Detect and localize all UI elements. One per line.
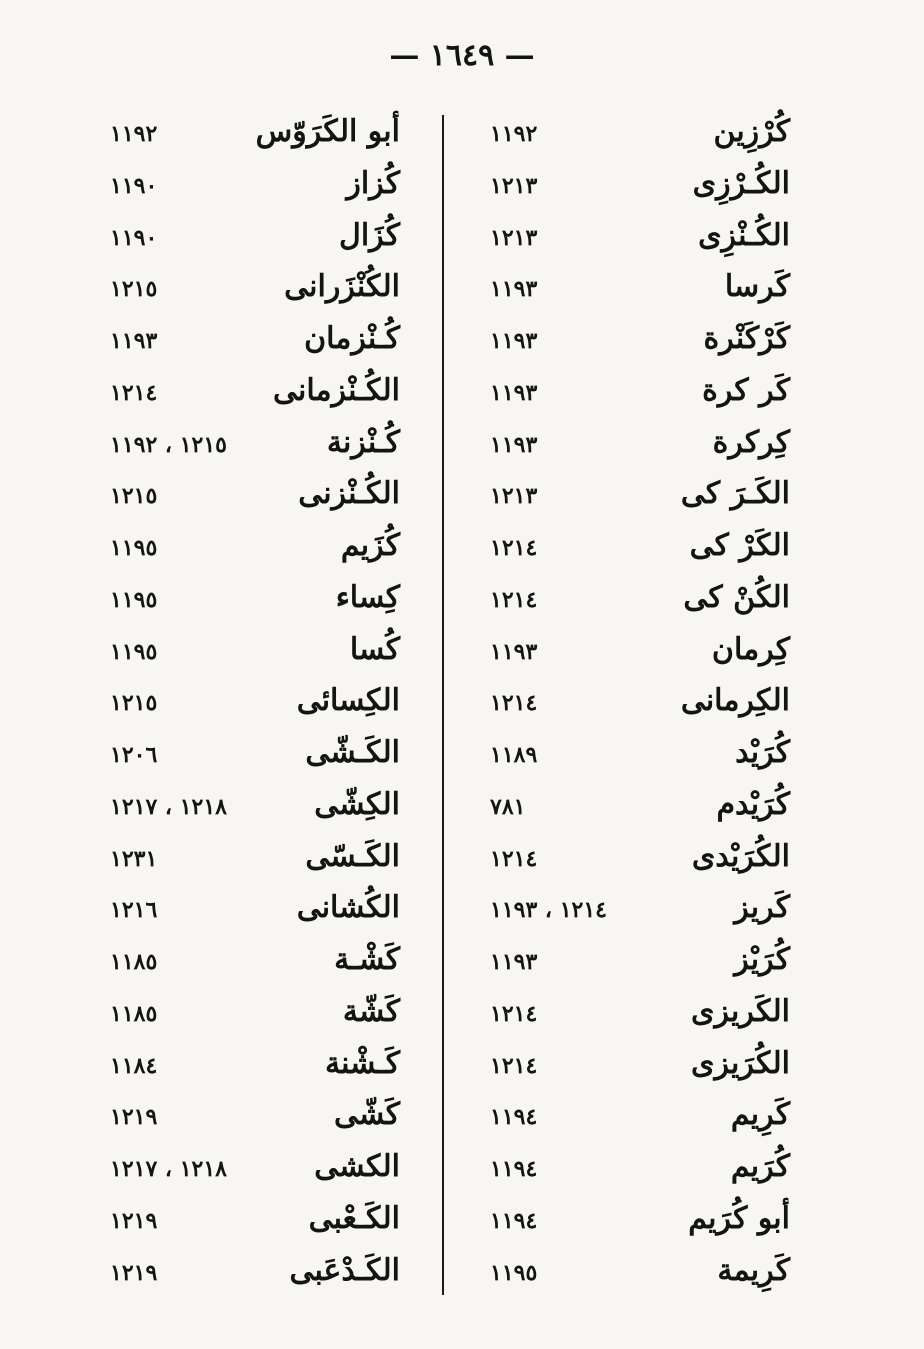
entry-page-number: ١٢١٤: [490, 586, 538, 613]
entry-page-number: ١١٩٠: [110, 224, 158, 251]
index-entry: [90, 468, 400, 520]
entry-page-number: ١١٩٣: [490, 276, 538, 303]
index-entry: [90, 1245, 400, 1297]
index-entry: [90, 1193, 400, 1245]
index-entry: [90, 624, 400, 676]
index-entry: [470, 934, 790, 986]
entry-page-number: ١١٨٥: [110, 1000, 158, 1027]
entry-name: الكُـرْزِى: [692, 165, 790, 201]
entry-name: الكَـشّى: [305, 735, 400, 770]
index-entry: [470, 1038, 790, 1090]
index-entry: [470, 210, 790, 262]
entry-page-number: ١١٩٥: [110, 638, 158, 665]
entry-page-number: ١١٩٣: [490, 328, 538, 354]
entry-name: الكُـنْزنى: [298, 476, 400, 512]
index-entry: [90, 934, 400, 986]
entry-page-number: ١٢١٥: [110, 276, 158, 303]
entry-name: كَرِيمة: [717, 1252, 790, 1288]
index-entry: [470, 831, 790, 883]
entry-page-number: ١٢١٩: [110, 1207, 158, 1234]
entry-name: الكِسائى: [296, 683, 400, 719]
entry-page-number: ١٢١٤ ، ١١٩٣: [490, 897, 607, 924]
entry-name: الكُرَيزى: [691, 1045, 790, 1081]
index-entry: [470, 1089, 790, 1141]
index-entry: [470, 106, 790, 158]
index-entry: [90, 1141, 400, 1193]
entry-name: كَر كرة: [702, 372, 790, 408]
index-entry: [470, 1193, 790, 1245]
page-number: — ١٦٤٩ —: [389, 38, 535, 73]
entry-name: الكَـسّى: [305, 838, 400, 874]
entry-name: كِركرة: [712, 424, 790, 460]
entry-name: كَرِيم: [730, 1097, 790, 1133]
entry-name: كِرمان: [711, 631, 790, 667]
entry-name: الكُـنْزِى: [698, 217, 790, 253]
index-entry: [90, 158, 400, 210]
entry-page-number: ١٢١٤: [490, 1052, 538, 1079]
entry-name: كَرسا: [724, 269, 790, 305]
entry-name: الكَـعْبى: [308, 1200, 400, 1236]
entry-name: الكشى: [314, 1149, 400, 1184]
entry-name: الكَرْ كى: [689, 528, 790, 563]
entry-page-number: ١١٩٢: [490, 121, 538, 147]
entry-page-number: ١١٩٣: [490, 431, 538, 458]
index-entry: [90, 210, 400, 262]
entry-page-number: ١١٩٣: [490, 379, 538, 406]
entry-page-number: ١٢١٣: [490, 483, 538, 510]
entry-name: كَـشْنة: [325, 1045, 400, 1081]
entry-name: كِساء: [335, 579, 400, 615]
entry-page-number: ١١٨٩: [490, 742, 538, 768]
entry-page-number: ١٢١٣: [490, 224, 538, 251]
entry-page-number: ١١٩٥: [110, 586, 158, 613]
entry-name: كُرَيْد: [735, 735, 790, 770]
entry-page-number: ١١٩٥: [110, 535, 158, 561]
entry-name: الكُنْ كى: [683, 579, 790, 615]
entry-name: كُرْزِين: [713, 114, 790, 149]
index-entry: [470, 986, 790, 1038]
entry-page-number: ١١٨٤: [110, 1052, 158, 1079]
index-entry: [470, 779, 790, 831]
entry-page-number: ١١٩٢: [110, 121, 158, 147]
entry-name: أبو الكَرَوّس: [255, 114, 400, 149]
right-column: [470, 106, 790, 1296]
entry-name: أبو كُرَيم: [688, 1200, 790, 1236]
entry-page-number: ١١٩٤: [490, 1104, 538, 1131]
entry-name: كَشْـة: [334, 942, 400, 977]
entry-name: الكُـنْزمانى: [272, 372, 400, 408]
entry-page-number: ١١٩٥: [490, 1259, 538, 1286]
entry-page-number: ١١٨٥: [110, 949, 158, 975]
entry-page-number: ١٢١٤: [490, 535, 538, 561]
index-entry: [90, 831, 400, 883]
entry-page-number: ١٢١٥ ، ١١٩٢: [110, 431, 227, 458]
index-entry: [470, 520, 790, 572]
index-entry: [470, 727, 790, 779]
entry-page-number: ١٢١٨ ، ١٢١٧: [110, 793, 227, 820]
entry-page-number: ١٢٠٦: [110, 742, 158, 768]
index-entry: [470, 882, 790, 934]
left-column: [90, 106, 400, 1296]
index-entry: [90, 572, 400, 624]
entry-page-number: ١٢١٤: [490, 1000, 538, 1027]
entry-name: كُرَيم: [730, 1149, 790, 1184]
entry-page-number: ١٢١٤: [110, 379, 158, 406]
entry-name: كَريز: [734, 890, 790, 926]
entry-name: الكِرمانى: [680, 683, 790, 719]
index-entry: [90, 106, 400, 158]
entry-page-number: ١٢١٣: [490, 172, 538, 199]
index-entry: [470, 468, 790, 520]
entry-page-number: ١٢١٤: [490, 845, 538, 872]
index-entry: [470, 1245, 790, 1297]
index-entry: [90, 261, 400, 313]
entry-name: كُزَيم: [340, 528, 400, 563]
index-entry: [90, 1089, 400, 1141]
entry-name: كُـنْزنة: [326, 424, 400, 460]
entry-page-number: ١١٩٠: [110, 172, 158, 199]
entry-page-number: ١٢١٩: [110, 1259, 158, 1286]
index-entry: [90, 882, 400, 934]
entry-name: كَشّة: [342, 993, 400, 1029]
entry-name: كُرَيْدم: [716, 786, 790, 822]
entry-page-number: ١٢١٥: [110, 690, 158, 717]
column-divider: [442, 115, 444, 1295]
entry-page-number: ١١٩٣: [110, 328, 158, 354]
index-entry: [470, 261, 790, 313]
index-entry: [90, 986, 400, 1038]
entry-page-number: ٧٨١: [490, 793, 526, 820]
entry-name: الكَـدْعَبى: [289, 1252, 400, 1288]
entry-page-number: ١٢١٥: [110, 483, 158, 510]
entry-page-number: ١٢١٦: [110, 897, 158, 924]
entry-name: كَشّى: [333, 1097, 400, 1133]
entry-name: الكُرَيْدى: [691, 838, 790, 874]
entry-page-number: ١١٩٣: [490, 949, 538, 975]
index-entry: [470, 417, 790, 469]
index-entry: [470, 624, 790, 676]
index-entry: [90, 313, 400, 365]
entry-page-number: ١٢٣١: [110, 845, 158, 872]
index-entry: [90, 1038, 400, 1090]
index-entry: [470, 365, 790, 417]
index-entry: [470, 675, 790, 727]
entry-name: الكُشانى: [296, 890, 400, 926]
entry-page-number: ١٢١٤: [490, 690, 538, 717]
entry-name: كُزاز: [346, 165, 400, 201]
entry-name: الكَـرَ كى: [680, 476, 790, 512]
entry-page-number: ١١٩٤: [490, 1156, 538, 1182]
index-entry: [470, 572, 790, 624]
index-entry: [470, 158, 790, 210]
entry-name: الكَريزى: [691, 993, 790, 1029]
entry-name: كُـنْزمان: [304, 321, 400, 356]
entry-name: كُرَيْز: [734, 942, 790, 977]
entry-name: كُسا: [349, 631, 400, 667]
index-entry: [470, 1141, 790, 1193]
index-entry: [470, 313, 790, 365]
index-entry: [90, 727, 400, 779]
entry-name: الكِشّى: [314, 786, 400, 822]
entry-name: كُزَال: [339, 217, 400, 253]
entry-page-number: ١١٩٣: [490, 638, 538, 665]
entry-page-number: ١١٩٤: [490, 1207, 538, 1234]
index-entry: [90, 417, 400, 469]
entry-page-number: ١٢١٨ ، ١٢١٧: [110, 1156, 227, 1182]
entry-page-number: ١٢١٩: [110, 1104, 158, 1131]
index-entry: [90, 365, 400, 417]
index-entry: [90, 675, 400, 727]
index-entry: [90, 520, 400, 572]
index-entry: [90, 779, 400, 831]
entry-name: كَرْكَنْرة: [703, 321, 790, 356]
entry-name: الكُنْزَرانى: [284, 269, 400, 305]
